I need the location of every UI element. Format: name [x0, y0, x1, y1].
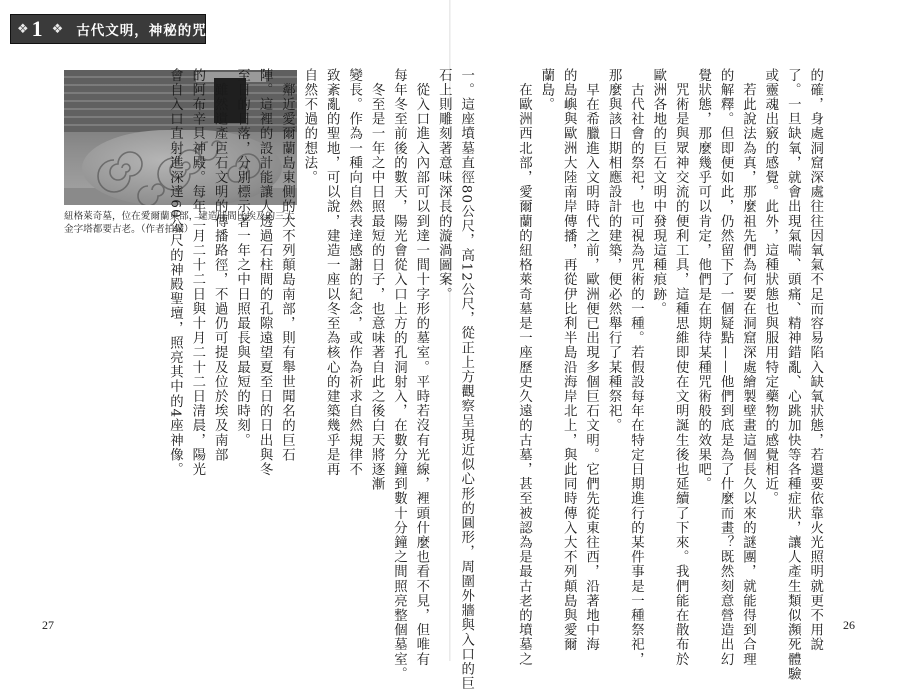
- text-column: 從入口進入內部可以到達一間十字形的墓室。平時若沒有光線，裡頭什麼也看不見，但唯有: [413, 68, 429, 667]
- text-column: 石上則雕刻著意味深長的漩渦圖案。: [436, 68, 452, 302]
- text-column: 陣。這裡的設計能讓人透過石柱間的孔隙遠望夏至日的日出與冬: [257, 68, 273, 477]
- text-column: 早在希臘進入文明時代之前，歐洲便已出現多個巨石文明。它們先從東往西，沿著地中海: [583, 68, 599, 652]
- ornament-icon: ❖: [17, 21, 29, 37]
- text-column: 至日的日落，分別標示著一年之中日照最長與最短的時刻。: [234, 68, 250, 448]
- page-number-right: 26: [843, 618, 855, 632]
- text-column: 覺狀態，那麼幾乎可以肯定，他們是在期待某種咒術般的效果吧。: [695, 68, 711, 492]
- text-column: 的解釋。但即便如此，仍然留下了一個疑點——他們到底是為了什麼而畫？既然刻意營造出幻: [718, 68, 734, 667]
- text-column: 歐洲各地的巨石文明中發現這種痕跡。: [650, 68, 666, 317]
- text-column: 蘭島。: [538, 68, 554, 112]
- text-column: 的確，身處洞窟深處往往因氧氣不足而容易陷入缺氧狀態，若還要依靠火光照明就更不用說: [807, 68, 823, 652]
- page-number-left: 27: [42, 618, 54, 632]
- text-column: 在歐洲西北部，愛爾蘭的紐格萊奇墓是一座歷史久遠的古墓，甚至被認為是最古老的墳墓之: [516, 68, 532, 667]
- text-column: 古代社會的祭祀，也可視為咒術的一種。若假設每年在特定日期進行的某件事是一種祭祀，: [628, 68, 644, 667]
- text-column: 每年冬至前後的數天，陽光會從入口上方的孔洞射入，在數分鐘到數十分鐘之間照亮整個墓室。: [391, 68, 407, 682]
- text-column: 會自入口直射進深達60公尺的神殿聖壇，照亮其中的4座神像。: [167, 68, 183, 477]
- text-column: 咒術是與眾神交流的便利工具，這種思維即使在文明誕生後也延續了下來。我們能在散布於: [673, 68, 689, 667]
- ornament-icon: ❖: [51, 21, 64, 37]
- text-column: 那麼與該日期相應設計的建築，便必然舉行了某種祭祀。: [606, 68, 622, 433]
- chapter-title: 古代文明，神秘的咒術史: [76, 23, 236, 39]
- text-column: 若此說法為真，那麼祖先們為何要在洞窟深處繪製壁畫這個長久以來的謎團，就能得到合理: [740, 68, 756, 667]
- text-column: 的島嶼與歐洲大陸南岸傳播，再從伊比利半島沿海岸北上，與此同時傳入大不列顛島與愛爾: [561, 68, 577, 652]
- photo-caption: 紐格萊奇墓，位在愛爾蘭東部，建造時間比埃及的三大金字塔都要古老。（作者拍攝）: [64, 211, 295, 235]
- chapter-header: [10, 14, 236, 44]
- text-column: 一。這座墳墓直徑80公尺，高12公尺，從正上方觀察呈現近似心形的圓形，周圍外牆與入口的巨: [458, 68, 474, 691]
- text-column: 變長。作為一種向自然表達感謝的紀念，或作為祈求自然規律不: [346, 68, 362, 477]
- text-column: 或靈魂出竅的感覺。此外，這種狀態也與服用特定藥物的感覺相近。: [762, 68, 778, 506]
- text-column: 冬至是一年之中日照最短的日子，也意味著自此之後白天將逐漸: [369, 68, 385, 492]
- text-column: 鄰近愛爾蘭島東側的大不列顛島南部，則有舉世聞名的巨石: [279, 68, 295, 463]
- text-column: 致紊亂的聖地，可以說，建造一座以冬至為核心的建築幾乎是再: [324, 68, 340, 477]
- text-column: 自然不過的想法。: [301, 68, 317, 185]
- chapter-number: 1: [31, 16, 43, 41]
- text-column: 了。一旦缺氧，就會出現氣喘、頭痛、精神錯亂、心跳加快等各種症狀，讓人產生類似瀕死體驗: [785, 68, 801, 682]
- left-page-body: [163, 68, 477, 691]
- text-column: 雖然遺產巨石文明的傳播路徑，不過仍可提及位於埃及南部: [212, 68, 228, 463]
- right-page-body: [512, 68, 826, 682]
- text-column: 的阿布辛貝神殿。每年二月二十二日與十月二十二日清晨，陽光: [189, 68, 205, 477]
